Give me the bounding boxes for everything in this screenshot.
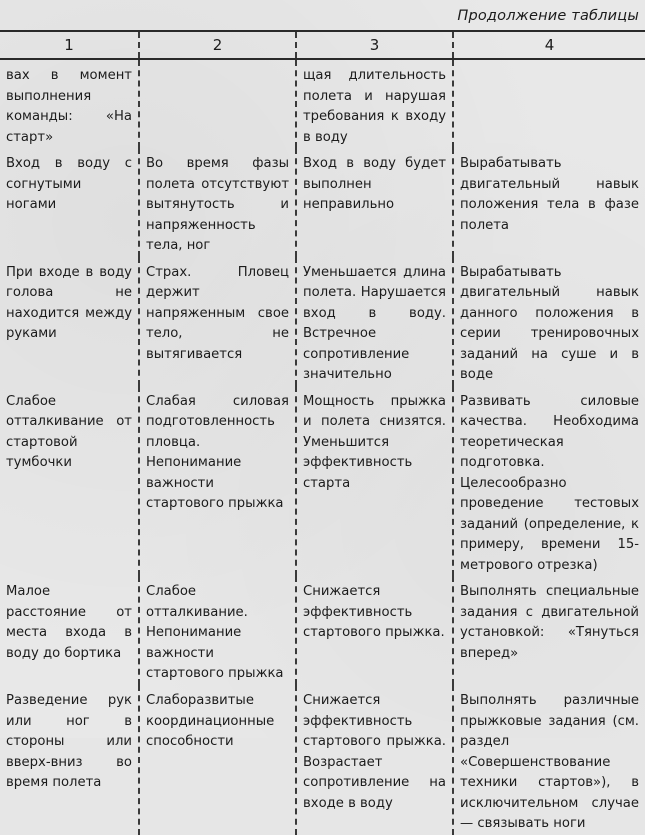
table-cell: Развивать силовые качества. Необходима теоретическая подготовка. Целесообразно проведение тестовых заданий (определение, к примеру, времени 15-метрового отрезка) bbox=[453, 386, 645, 577]
table-cell: Снижается эффективность стартового прыжка. bbox=[296, 576, 453, 685]
table-cell bbox=[139, 59, 296, 148]
table-cell: Вырабатывать двигательный навык положения тела в фазе полета bbox=[453, 148, 645, 257]
table-row bbox=[0, 59, 645, 148]
table-cell: Мощность прыжка и полета снизятся. Уменьшится эффективность старта bbox=[296, 386, 453, 577]
table-cell: Вырабатывать двигательный навык данного положения в серии тренировочных заданий на суше и в воде bbox=[453, 257, 645, 386]
table-cell: Уменьшается длина полета. Нарушается вход в воду. Встречное сопротивление значительно bbox=[296, 257, 453, 386]
table-cell: Слабое отталкивание от стартовой тумбочки bbox=[6, 393, 132, 470]
table-cell: Разведение рук или ног в стороны или вверх-вниз во время полета bbox=[6, 693, 132, 790]
table-cell: Выполнять специальные задания с двигательной установкой: «Тянуться вперед» bbox=[453, 576, 645, 685]
table-cell bbox=[453, 59, 645, 148]
table-row bbox=[0, 257, 645, 386]
table-row bbox=[0, 576, 645, 685]
table-cell: щая длительность полета и нарушая требования к входу в воду bbox=[296, 59, 453, 148]
table-cell: Слабая силовая подготовленность пловца. Непонимание важности стартового прыжка bbox=[139, 386, 296, 577]
header-row bbox=[0, 31, 645, 59]
column-header-3: 3 bbox=[296, 31, 453, 59]
table-cell: Слаборазвитые координационные способности bbox=[139, 685, 296, 835]
table-row bbox=[0, 148, 645, 257]
table-row bbox=[0, 386, 645, 577]
table-row bbox=[0, 685, 645, 835]
table-cell: Слабое отталкивание. Непонимание важности стартового прыжка bbox=[139, 576, 296, 685]
table-cell: Во время фазы полета отсутствуют вытянутость и напряженность тела, ног bbox=[139, 148, 296, 257]
column-header-2: 2 bbox=[139, 31, 296, 59]
errors-table bbox=[0, 30, 645, 835]
table-cell: Страх. Пловец держит напряженным свое тело, не вытягивается bbox=[139, 257, 296, 386]
table-cell: Малое расстояние от места входа в воду до бортика bbox=[6, 584, 132, 661]
table-cell: Вход в воду с согнутыми ногами bbox=[6, 156, 132, 212]
table-cell: Снижается эффективность стартового прыжка. Возрастает сопротивление на входе в воду bbox=[296, 685, 453, 835]
table-cell: Выполнять различные прыжковые задания (см. раздел «Совершенствование техники стартов»), в исключительном случае — связывать ноги bbox=[453, 685, 645, 835]
table-continuation-caption: Продолжение таблицы bbox=[457, 8, 639, 24]
table-cell: вах в момент выполнения команды: «На старт» bbox=[6, 68, 132, 145]
table-cell: Вход в воду будет выполнен неправильно bbox=[296, 148, 453, 257]
table-cell: При входе в воду голова не находится между руками bbox=[6, 264, 132, 341]
column-header-1: 1 bbox=[0, 31, 139, 59]
column-header-4: 4 bbox=[453, 31, 645, 59]
